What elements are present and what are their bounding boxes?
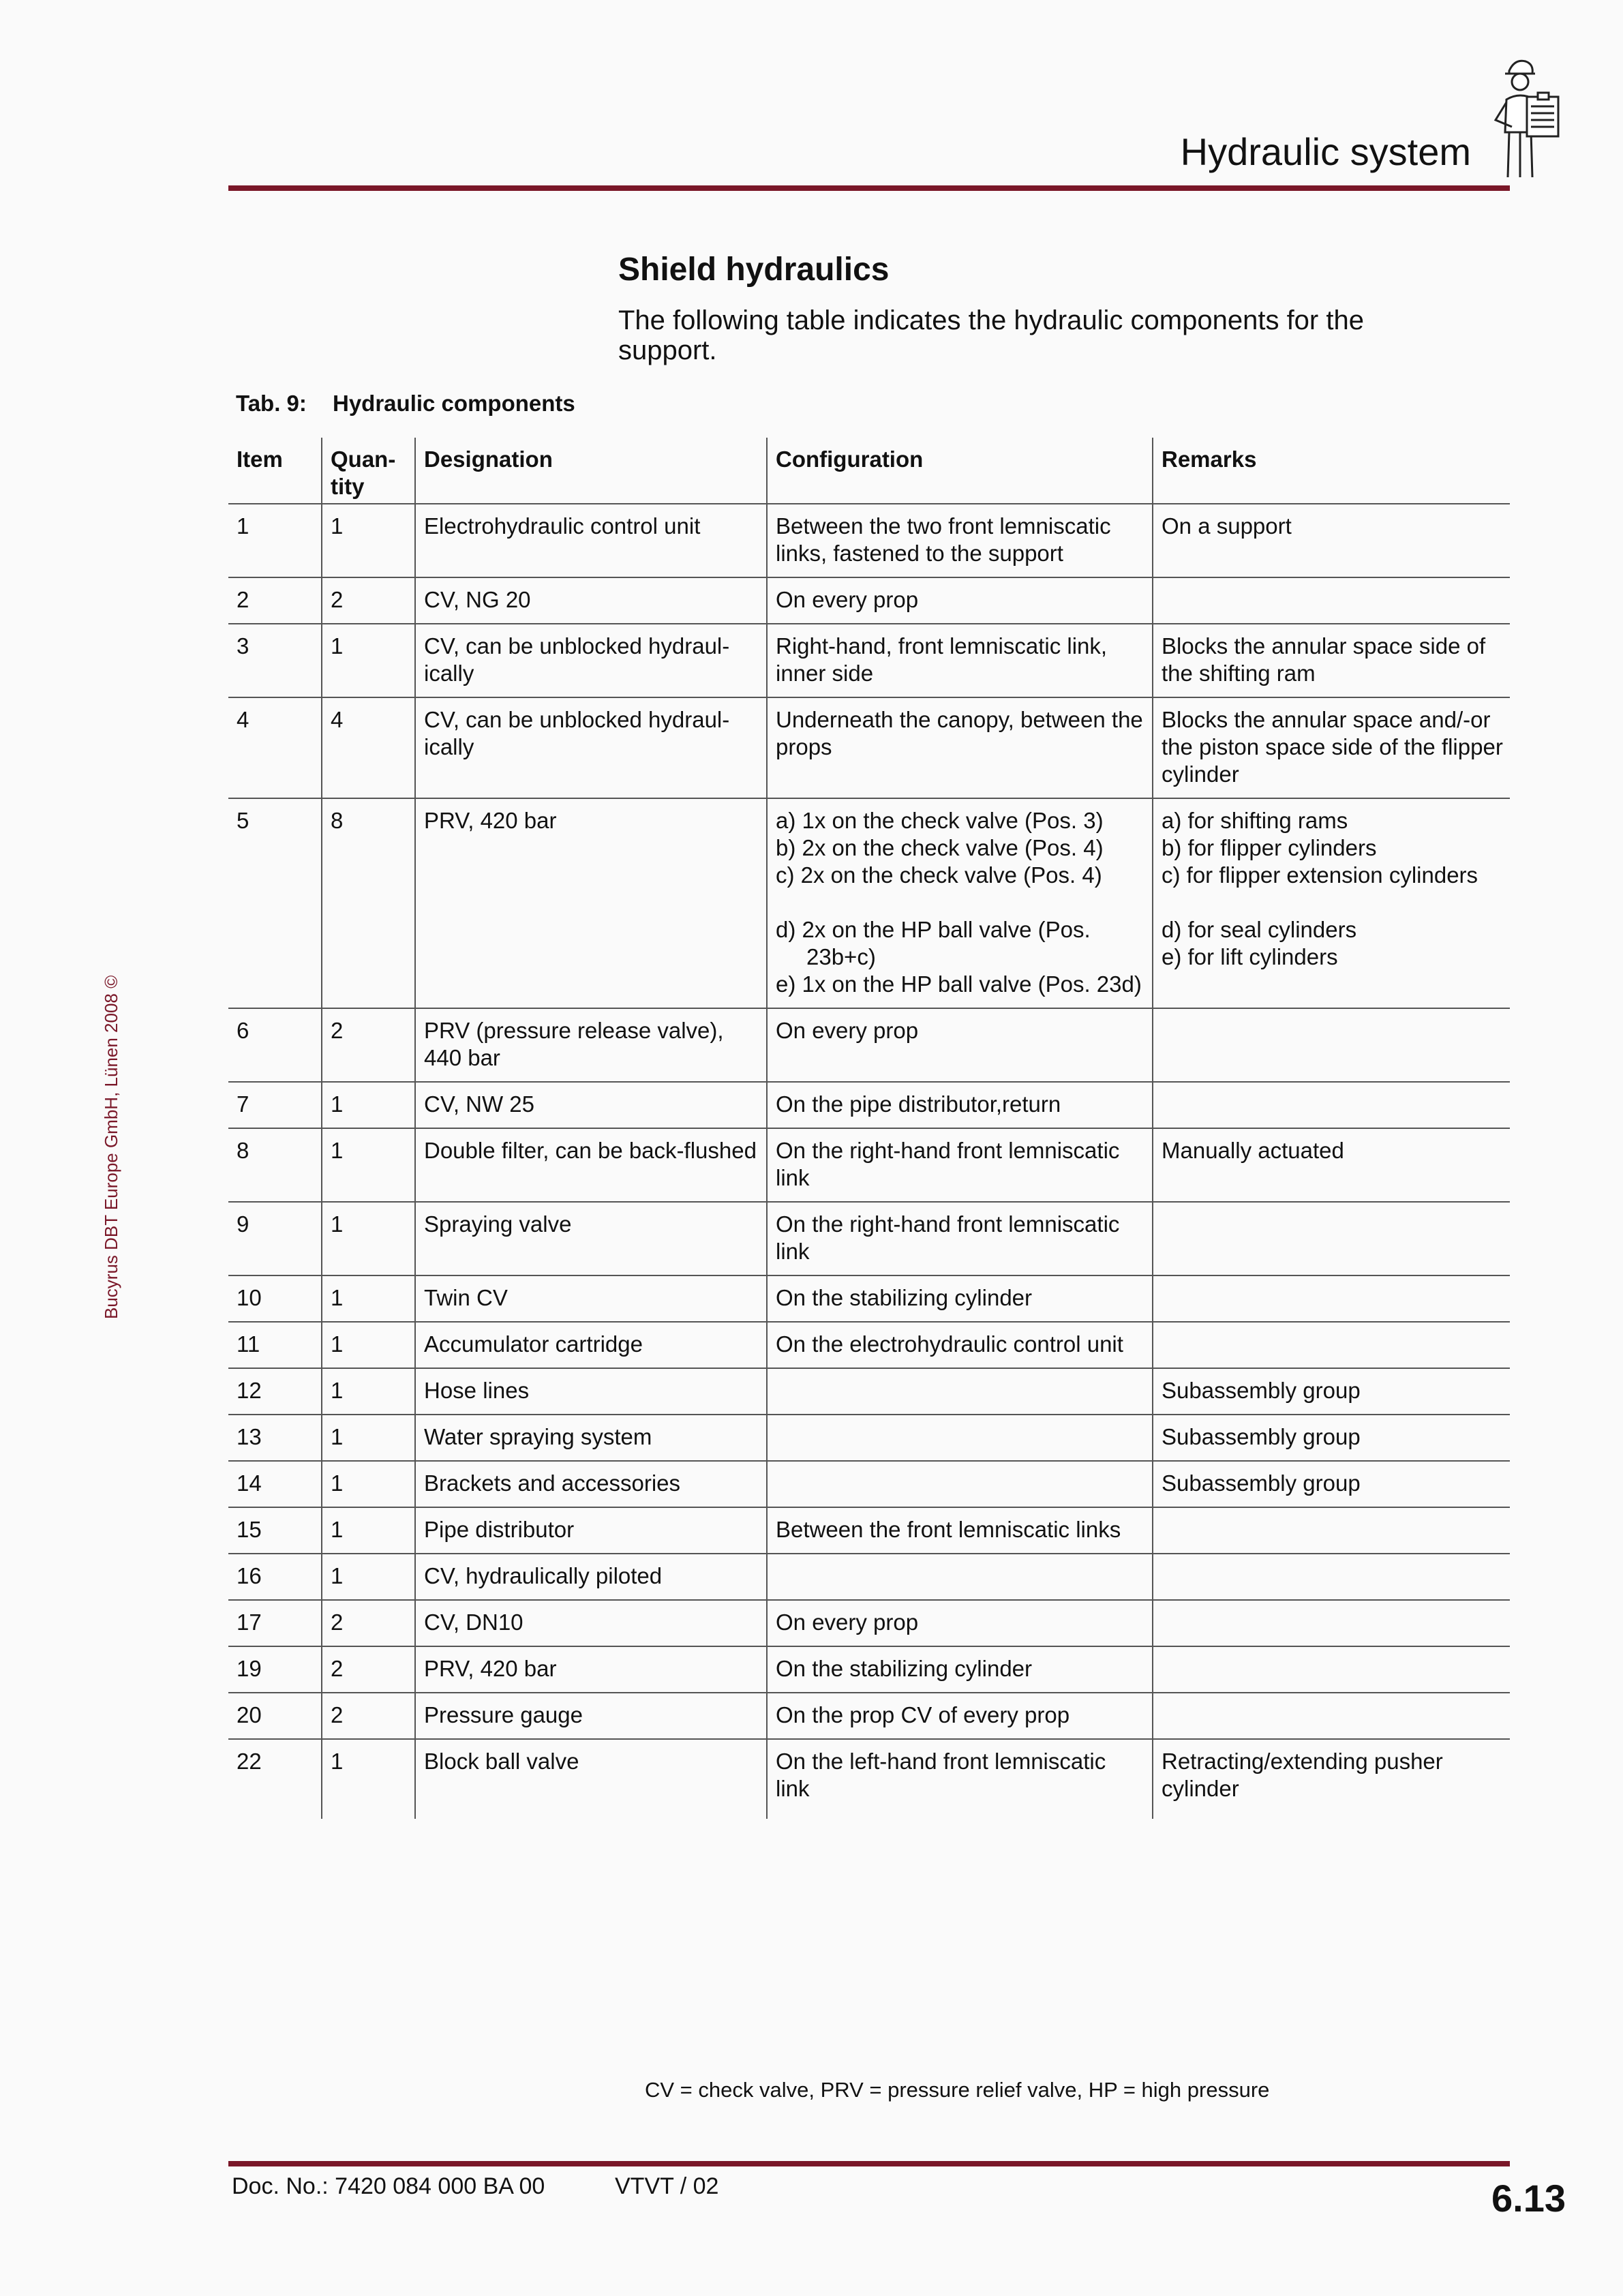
cell-configuration: Right-hand, front lemniscatic link, inner side — [767, 624, 1153, 697]
intro-paragraph: The following table indicates the hydraulic components for the support. — [618, 305, 1364, 365]
cell-designation: Accumulator cartridge — [415, 1322, 767, 1368]
cell-item: 3 — [228, 624, 322, 697]
cell-designation: Pipe distributor — [415, 1507, 767, 1554]
table-row — [228, 1322, 1510, 1368]
cell-quantity: 2 — [322, 1693, 415, 1739]
cell-designation: PRV, 420 bar — [415, 798, 767, 1008]
cell-designation: CV, hydraulically piloted — [415, 1554, 767, 1600]
cell-configuration: On the stabilizing cylinder — [767, 1646, 1153, 1693]
abbreviation-footnote: CV = check valve, PRV = pressure relief valve, HP = high pressure — [645, 2078, 1270, 2102]
cell-item: 1 — [228, 504, 322, 577]
cell-item: 13 — [228, 1415, 322, 1461]
cell-item: 14 — [228, 1461, 322, 1507]
cell-quantity: 1 — [322, 1415, 415, 1461]
cell-item: 22 — [237, 1749, 262, 1774]
cell-remarks: Subassembly group — [1153, 1415, 1510, 1461]
cell-configuration: On the prop CV of every prop — [767, 1693, 1153, 1739]
cell-remarks — [1153, 1693, 1510, 1739]
section-title: Shield hydraulics — [618, 252, 890, 288]
cell-designation: Double filter, can be back-flushed — [415, 1128, 767, 1202]
cell-configuration: On the stabilizing cylinder — [767, 1275, 1153, 1322]
cell-designation: PRV, 420 bar — [415, 1646, 767, 1693]
cell-remarks: Retracting/extending pusher cylinder — [1153, 1739, 1510, 1819]
cell-configuration — [767, 1461, 1153, 1507]
cell-quantity: 1 — [322, 1275, 415, 1322]
cell-quantity: 1 — [322, 624, 415, 697]
hydraulic-components-table — [228, 438, 1510, 1819]
cell-remarks: Manually actuated — [1153, 1128, 1510, 1202]
cell-quantity: 4 — [322, 697, 415, 798]
cell-quantity: 1 — [322, 1128, 415, 1202]
cell-item: 9 — [228, 1202, 322, 1275]
header-item: Item — [228, 438, 322, 504]
cell-quantity: 1 — [322, 1368, 415, 1415]
table-row — [228, 1554, 1510, 1600]
cell-quantity: 8 — [322, 798, 415, 1008]
cell-remarks — [1153, 1507, 1510, 1554]
table-header-row — [228, 438, 1510, 504]
cell-designation: Pressure gauge — [415, 1693, 767, 1739]
header-designation: Designation — [415, 438, 767, 504]
cell-remarks — [1153, 1008, 1510, 1082]
cell-quantity: 1 — [322, 504, 415, 577]
cell-designation: CV, can be unblocked hydraul-ically — [415, 624, 767, 697]
cell-item: 17 — [228, 1600, 322, 1646]
cell-remarks-entry: c) for flipper extension cylinders — [1162, 862, 1478, 888]
table-row — [228, 624, 1510, 697]
cell-remarks — [1153, 1202, 1510, 1275]
table-body — [228, 504, 1510, 1819]
cell-item: 2 — [228, 577, 322, 624]
cell-designation: Brackets and accessories — [415, 1461, 767, 1507]
table-row — [228, 1507, 1510, 1554]
cell-quantity: 1 — [322, 1739, 415, 1819]
cell-item: 5 — [228, 798, 322, 1008]
table-row — [228, 1600, 1510, 1646]
cell-remarks-entry: b) for flipper cylinders — [1162, 835, 1377, 860]
cell-designation: Spraying valve — [415, 1202, 767, 1275]
table-row — [228, 577, 1510, 624]
cell-configuration — [767, 1554, 1153, 1600]
cell-configuration: On every prop — [767, 1008, 1153, 1082]
cell-remarks — [1153, 798, 1510, 1008]
cell-remarks — [1153, 577, 1510, 624]
cell-designation: CV, NG 20 — [415, 577, 767, 624]
cell-item: 20 — [228, 1693, 322, 1739]
cell-designation: CV, DN10 — [415, 1600, 767, 1646]
cell-configuration — [767, 1415, 1153, 1461]
cell-quantity: 2 — [322, 1646, 415, 1693]
cell-designation: CV, can be unblocked hydraul-ically — [415, 697, 767, 798]
cell-item: 15 — [228, 1507, 322, 1554]
cell-configuration-entry: d) 2x on the HP ball valve (Pos. 23b+c) — [776, 917, 1091, 969]
table-row — [228, 1275, 1510, 1322]
cell-quantity: 1 — [322, 1082, 415, 1128]
footer-rule — [228, 2161, 1510, 2166]
cell-remarks: On a support — [1153, 504, 1510, 577]
cell-item: 10 — [228, 1275, 322, 1322]
table-caption-title: Hydraulic components — [333, 391, 575, 416]
table-row — [228, 504, 1510, 577]
cell-configuration: Between the front lemniscatic links — [767, 1507, 1153, 1554]
document-revision: VTVT / 02 — [615, 2173, 719, 2199]
cell-configuration-entry: e) 1x on the HP ball valve (Pos. 23d) — [776, 971, 1142, 997]
cell-remarks-entry: d) for seal cylinders — [1162, 917, 1357, 942]
cell-configuration: On the right-hand front lemniscatic link — [767, 1128, 1153, 1202]
cell-configuration-entry: a) 1x on the check valve (Pos. 3) — [776, 808, 1104, 833]
cell-quantity: 1 — [322, 1507, 415, 1554]
cell-remarks — [1153, 1275, 1510, 1322]
header-title: Hydraulic system — [1180, 130, 1471, 173]
cell-item: 4 — [228, 697, 322, 798]
cell-configuration: Underneath the canopy, between the props — [767, 697, 1153, 798]
table-row — [228, 1415, 1510, 1461]
cell-item: 11 — [228, 1322, 322, 1368]
table-row — [228, 1461, 1510, 1507]
cell-designation: PRV (pressure release valve), 440 bar — [415, 1008, 767, 1082]
mechanic-clipboard-icon — [1485, 52, 1569, 181]
cell-remarks — [1153, 1322, 1510, 1368]
cell-item: 19 — [228, 1646, 322, 1693]
table-row — [228, 1008, 1510, 1082]
table-row — [228, 1693, 1510, 1739]
page-number: 6.13 — [1491, 2177, 1566, 2220]
cell-configuration: On the electrohydraulic control unit — [767, 1322, 1153, 1368]
cell-quantity: 2 — [322, 1600, 415, 1646]
cell-quantity: 2 — [322, 577, 415, 624]
cell-item: 8 — [228, 1128, 322, 1202]
cell-configuration — [767, 1368, 1153, 1415]
table-row — [228, 1646, 1510, 1693]
cell-quantity: 1 — [322, 1322, 415, 1368]
cell-configuration: On the right-hand front lemniscatic link — [767, 1202, 1153, 1275]
document-number: Doc. No.: 7420 084 000 BA 00 — [232, 2173, 545, 2199]
cell-item: 7 — [228, 1082, 322, 1128]
cell-configuration — [767, 798, 1153, 1008]
cell-item: 16 — [228, 1554, 322, 1600]
table-row — [228, 1739, 1510, 1819]
header-remarks: Remarks — [1153, 438, 1510, 504]
table-caption — [236, 391, 575, 417]
table-row — [228, 1202, 1510, 1275]
cell-remarks — [1153, 1554, 1510, 1600]
copyright-notice: Bucyrus DBT Europe GmbH, Lünen 2008 © — [101, 975, 121, 1319]
cell-quantity: 1 — [322, 1461, 415, 1507]
table-row — [228, 1128, 1510, 1202]
cell-configuration: On the pipe distributor,return — [767, 1082, 1153, 1128]
cell-configuration: Between the two front lemniscatic links, fastened to the support — [767, 504, 1153, 577]
table-row — [228, 1368, 1510, 1415]
table-row — [228, 1082, 1510, 1128]
cell-configuration-entry: b) 2x on the check valve (Pos. 4) — [776, 835, 1104, 860]
cell-remarks: Subassembly group — [1153, 1368, 1510, 1415]
cell-designation: CV, NW 25 — [415, 1082, 767, 1128]
table-row — [228, 798, 1510, 1008]
cell-designation: Hose lines — [415, 1368, 767, 1415]
cell-remarks-entry: a) for shifting rams — [1162, 808, 1348, 833]
cell-remarks: Blocks the annular space and/-or the piston space side of the flipper cylinder — [1153, 697, 1510, 798]
cell-remarks — [1153, 1600, 1510, 1646]
cell-remarks: Subassembly group — [1153, 1461, 1510, 1507]
cell-remarks-entry: e) for lift cylinders — [1162, 944, 1338, 969]
cell-item: 6 — [228, 1008, 322, 1082]
cell-configuration: On the left-hand front lemniscatic link — [767, 1739, 1153, 1819]
table-row — [228, 697, 1510, 798]
header-rule — [228, 185, 1510, 191]
header-configuration: Configuration — [767, 438, 1153, 504]
cell-configuration: On every prop — [767, 1600, 1153, 1646]
cell-remarks: Blocks the annular space side of the shifting ram — [1153, 624, 1510, 697]
cell-quantity: 2 — [322, 1008, 415, 1082]
cell-designation: Twin CV — [415, 1275, 767, 1322]
cell-quantity: 1 — [322, 1554, 415, 1600]
table-caption-number: Tab. 9: — [236, 391, 307, 416]
cell-designation: Electrohydraulic control unit — [415, 504, 767, 577]
cell-remarks — [1153, 1646, 1510, 1693]
header-quantity: Quan-tity — [322, 438, 415, 504]
cell-designation: Block ball valve — [415, 1739, 767, 1819]
cell-designation: Water spraying system — [415, 1415, 767, 1461]
cell-item: 12 — [228, 1368, 322, 1415]
cell-quantity: 1 — [322, 1202, 415, 1275]
cell-configuration: On every prop — [767, 577, 1153, 624]
cell-configuration-entry: c) 2x on the check valve (Pos. 4) — [776, 862, 1102, 888]
cell-remarks — [1153, 1082, 1510, 1128]
